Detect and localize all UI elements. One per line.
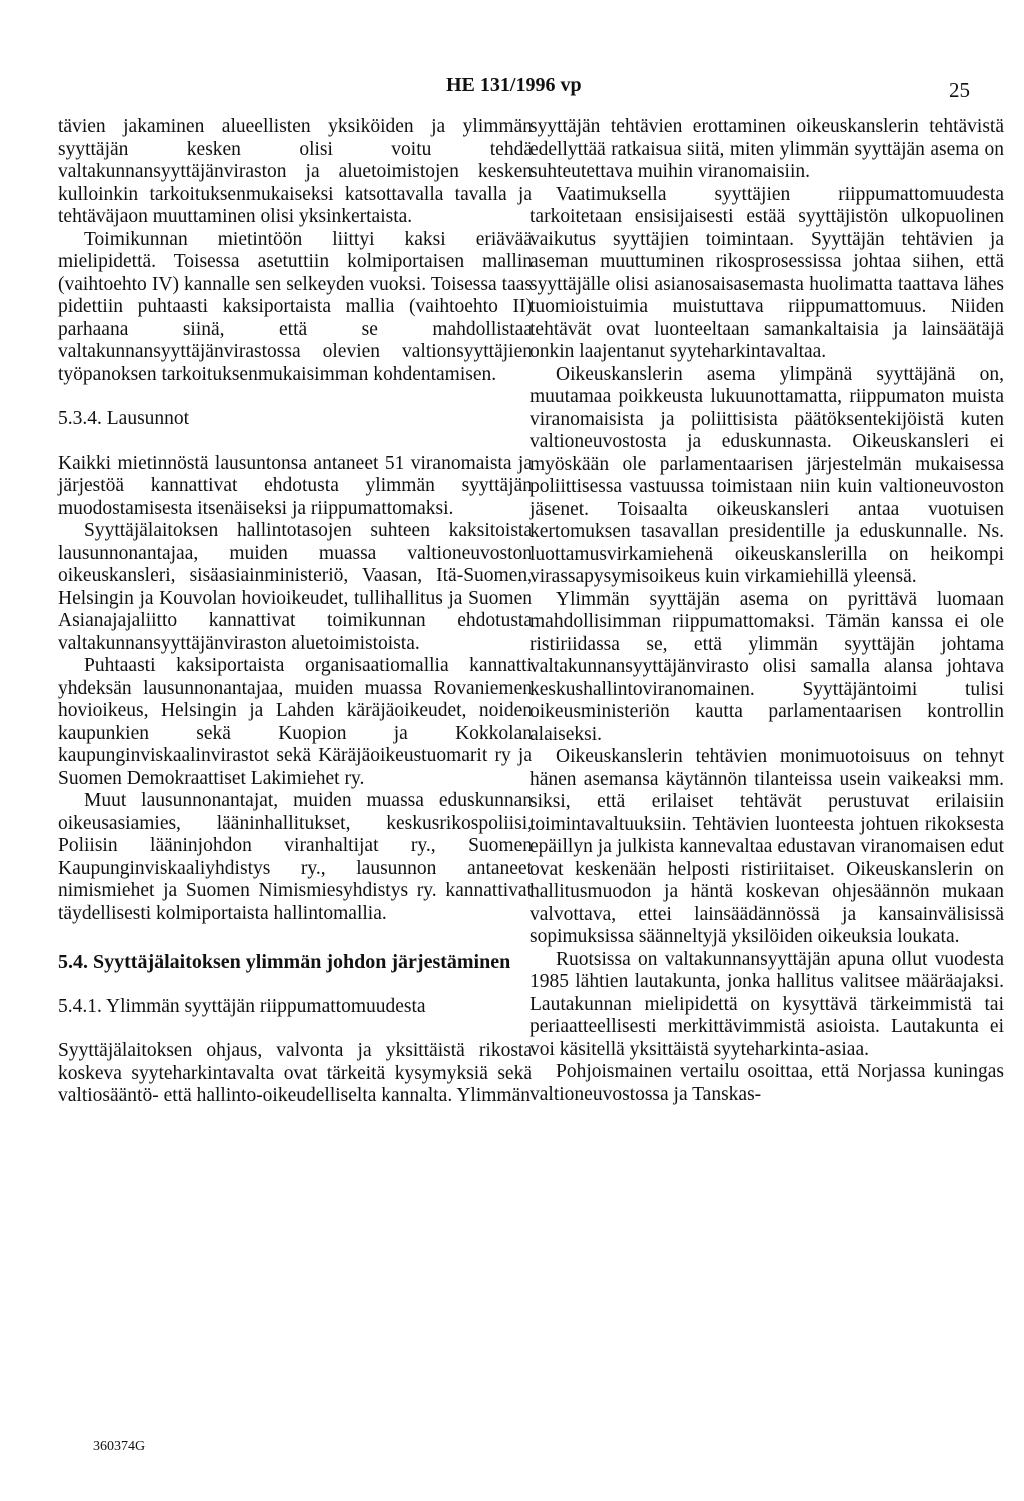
right-paragraph-6: Ruotsissa on valtakunnansyyttäjän apuna ollut vuodesta 1985 lähtien lautakunta, jonka hallitus valitsee määräajaksi. Lautakunnan mielipidettä on kysyttävä tärkeimmistä tai periaatteellisesti merkittävimmistä asioista. Lautakunta ei voi käsitellä yksittäistä syyteharkinta-asiaa. <box>530 948 1004 1060</box>
left-paragraph-7: Syyttäjälaitoksen ohjaus, valvonta ja yksittäistä rikosta koskeva syyteharkintavalta ovat tärkeitä kysymyksiä sekä valtiosääntö- että hallinto-oikeudelliselta kannalta. Ylimmän <box>58 1040 532 1106</box>
right-column <box>530 116 1004 1106</box>
section-title-5-4: Syyttäjälaitoksen ylimmän johdon järjestäminen <box>93 951 511 973</box>
left-paragraph-6: Muut lausunnonantajat, muiden muassa eduskunnan oikeusasiamies, lääninhallitukset, keskusrikospoliisi, Poliisin lääninjohdon viranhaltijat ry., Suomen Kaupunginviskaaliyhdistys ry., lausunnon antaneet nimismiehet ja Suomen Nimismiesyhdistys ry. kannattivat täydellisesti kolmiportaista hallintomallia. <box>58 790 532 924</box>
left-paragraph-2: Toimikunnan mietintöön liittyi kaksi eriävää mielipidettä. Toisessa asetuttiin kolmiportaisen mallin (vaihtoehto IV) kannalle sen selkeyden vuoksi. Toisessa taas pidettiin puhtaasti kaksiportaista mallia (vaihtoehto II) parhaana siinä, että se mahdollistaa valtakunnansyyttäjänvirastossa olevien valtionsyyttäjien työpanoksen tarkoituksenmukaisimman kohdentamisen. <box>58 228 532 385</box>
left-paragraph-5: Puhtaasti kaksiportaista organisaatiomallia kannatti yhdeksän lausunnonantajaa, muiden muassa Rovaniemen hovioikeus, Helsingin ja Lahden käräjäoikeudet, noiden kaupunkien sekä Kuopion ja Kokkolan kaupunginviskaalinvirastot sekä Käräjäoikeustuomarit ry ja Suomen Demokraattiset Lakimiehet ry. <box>58 655 532 789</box>
section-number-5-4: 5.4. <box>58 951 88 973</box>
footer-code: 360374G <box>93 1439 146 1454</box>
right-paragraph-2: Vaatimuksella syyttäjien riippumattomuudesta tarkoitetaan ensisijaisesti estää syyttäjistön ulkopuolinen vaikutus syyttäjien toimintaan. Syyttäjän tehtävien ja aseman muuttuminen rikosprosessissa johtaa siihen, että syyttäjälle olisi asianosaisasemasta huolimatta taattava lähes tuomioistuimia muistuttava riippumattomuus. Niiden tehtävät ovat luonteeltaan samankaltaisia ja lainsäätäjä onkin laajentanut syyteharkintavaltaa. <box>530 183 1004 362</box>
left-paragraph-4: Syyttäjälaitoksen hallintotasojen suhteen kaksitoista lausunnonantajaa, muiden muassa valtioneuvoston oikeuskansleri, sisäasiainministeriö, Vaasan, Itä-Suomen, Helsingin ja Kouvolan hovioikeudet, tullihallitus ja Suomen Asianajajaliitto kannattivat toimikunnan ehdotusta valtakunnansyyttäjänviraston aluetoimistoista. <box>58 520 532 654</box>
right-paragraph-5: Oikeuskanslerin tehtävien monimuotoisuus on tehnyt hänen asemansa käytännön tilanteissa usein vaikeaksi mm. siksi, että erilaiset tehtävät perustuvat erilaisiin toimintavaltuuksiin. Tehtävien luonteesta johtuen rikoksesta epäillyn ja julkista kannevaltaa edustavan viranomaisen edut ovat keskenään helposti ristiriitaiset. Oikeuskanslerin on hallitusmuodon ja häntä koskevan ohjesäännön mukaan valvottava, ettei lainsäädännössä ja kansainvälisissä sopimuksissa säänneltyjä yksilöiden oikeuksia loukata. <box>530 746 1004 947</box>
left-paragraph-1: tävien jakaminen alueellisten yksiköiden ja ylimmän syyttäjän kesken olisi voitu tehdä valtakunnansyyttäjänviraston ja aluetoimistojen kesken kulloinkin tarkoituksenmukaiseksi katsottavalla tavalla ja tehtäväjaon muuttaminen olisi yksinkertaista. <box>58 116 532 227</box>
right-paragraph-7: Pohjoismainen vertailu osoittaa, että Norjassa kuningas valtioneuvostossa ja Tanskas- <box>530 1061 1004 1105</box>
left-column <box>58 116 532 1108</box>
section-heading-5-4-1: 5.4.1. Ylimmän syyttäjän riippumattomuudesta <box>58 995 426 1017</box>
page-number: 25 <box>949 78 970 102</box>
page-header <box>0 74 1024 104</box>
left-paragraph-3: Kaikki mietinnöstä lausuntonsa antaneet 51 viranomaista ja järjestöä kannattivat ehdotusta ylimmän syyttäjän muodostamisesta itsenäiseksi ja riippumattomaksi. <box>58 452 532 519</box>
right-paragraph-1: syyttäjän tehtävien erottaminen oikeuskanslerin tehtävistä edellyttää ratkaisua siitä, miten ylimmän syyttäjän asema on suhteutettava muihin viranomaisiin. <box>530 116 1004 182</box>
section-heading-5-4 <box>58 951 532 974</box>
document-title: HE 131/1996 vp <box>446 74 582 96</box>
right-paragraph-3: Oikeuskanslerin asema ylimpänä syyttäjänä on, muutamaa poikkeusta lukuunottamatta, riippumaton muista viranomaisista ja poliittisista päätöksentekijöistä kuten valtioneuvostosta ja eduskunnasta. Oikeuskansleri ei myöskään ole parlamentaarisen järjestelmän mukaisessa poliittisessa vastuussa toimistaan niin kuin valtioneuvoston jäsenet. Toisaalta oikeuskansleri antaa vuotuisen kertomuksen tasavallan presidentille ja eduskunnalle. Ns. luottamusvirkamiehenä oikeuskanslerilla on heikompi virassapysymisoikeus kuin virkamiehillä yleensä. <box>530 363 1004 587</box>
right-paragraph-4: Ylimmän syyttäjän asema on pyrittävä luomaan mahdollisimman riippumattomaksi. Tämän kanssa ei ole ristiriidassa se, että ylimmän syyttäjän johtama valtakunnansyyttäjänvirasto olisi samalla alansa johtava keskushallintoviranomainen. Syyttäjäntoimi tulisi oikeusministeriön kautta parlamentaarisen kontrollin alaiseksi. <box>530 588 1004 745</box>
section-heading-5-3-4: 5.3.4. Lausunnot <box>58 408 190 429</box>
